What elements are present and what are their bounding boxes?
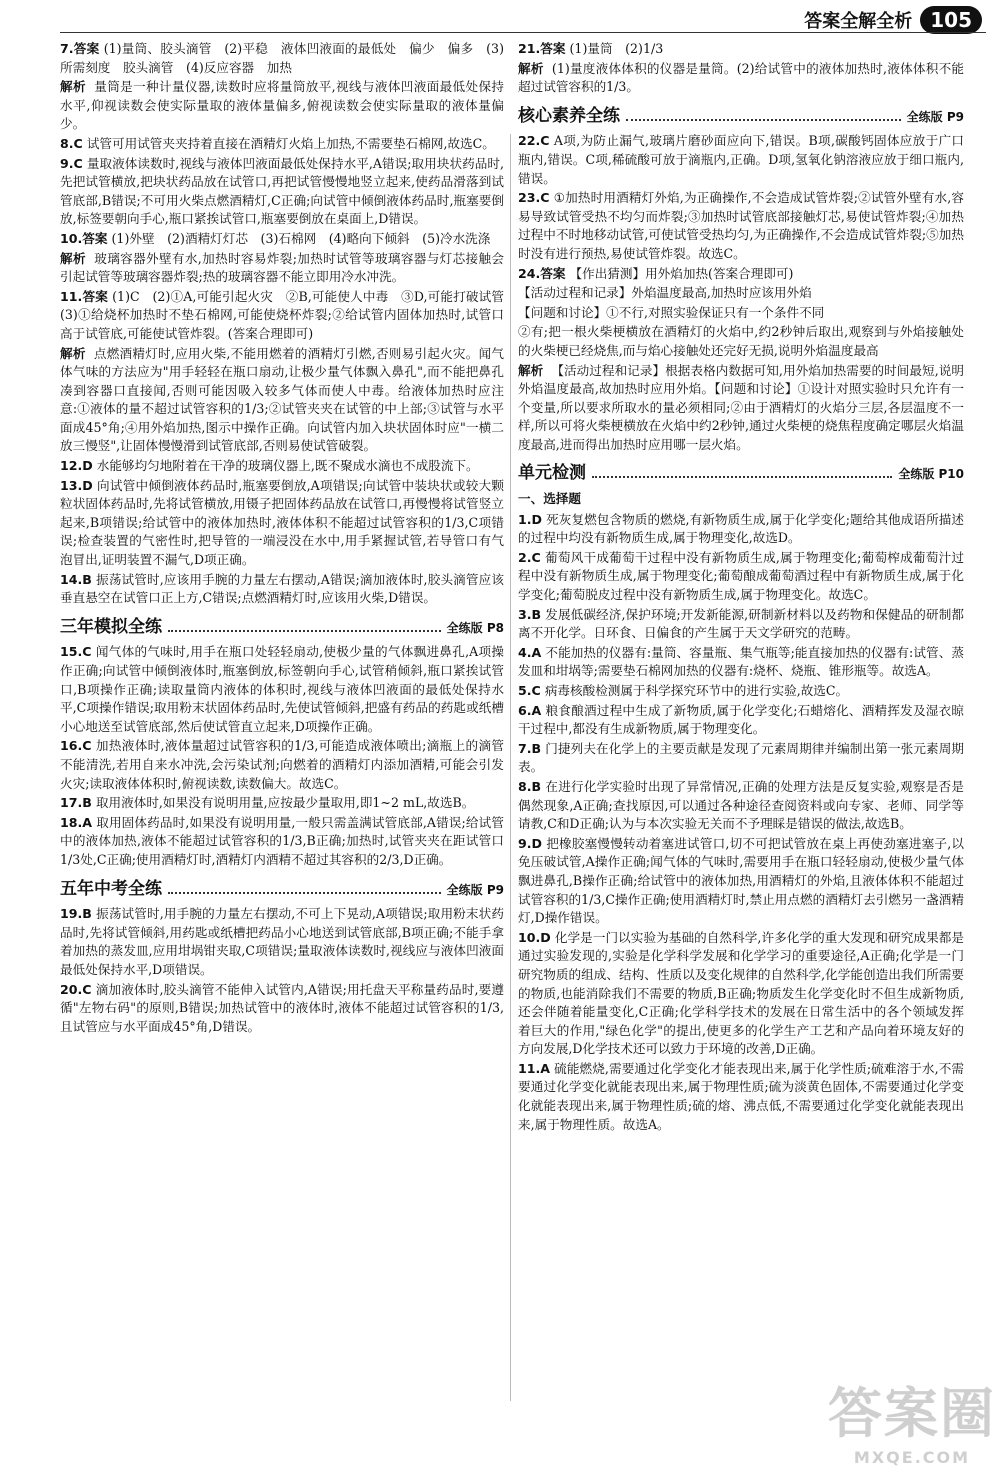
answer-text: 发展低碳经济,保护环境;开发新能源,研制新材料以及药物和保健品的研制都离不开化学。日环食、日偏食的产生属于天文学研究的范畴。 bbox=[518, 606, 964, 641]
answer-item bbox=[518, 778, 964, 834]
answer-text: 不能加热的仪器有:量筒、容量瓶、集气瓶等;能直接加热的仪器有:试管、蒸发皿和坩埚等;需要垫石棉网加热的仪器有:烧杯、烧瓶、锥形瓶等。故选A。 bbox=[518, 644, 964, 679]
answer-text: 病毒核酸检测属于科学探究环节中的进行实验,故选C。 bbox=[544, 683, 849, 698]
answer-item bbox=[518, 60, 964, 97]
answer-text: 水能够均匀地附着在干净的玻璃仪器上,既不聚成水滴也不成股流下。 bbox=[96, 458, 479, 474]
answer-text: (1)量筒 (2)1/3 bbox=[569, 41, 664, 56]
answer-text: 滴加液体时,胶头滴管不能伸入试管内,A错误;用托盘天平称量药品时,要遵循"左物右码"的原则,B错误;加热试管中的液体时,液体不能超过试管容积的1/3,且试管应与水平面成45°角,D错误。 bbox=[60, 981, 504, 1034]
left-items-b bbox=[60, 643, 504, 869]
section-dots bbox=[168, 882, 441, 894]
section-header-sannian bbox=[60, 618, 504, 638]
right-items-a bbox=[518, 40, 964, 97]
section-title: 核心素养全练 bbox=[518, 105, 620, 126]
answer-item bbox=[60, 78, 504, 134]
answer-24-line: 【活动过程和记录】外焰温度最高,加热时应该用外焰 bbox=[518, 285, 812, 301]
answer-24-line: 【作出猜测】用外焰加热(答案合理即可) bbox=[569, 265, 794, 281]
answer-item bbox=[518, 644, 964, 681]
answer-number: 20.C bbox=[60, 981, 92, 997]
answer-number: 解析 bbox=[60, 79, 86, 95]
answer-number: 解析 bbox=[60, 250, 86, 266]
section-dots bbox=[626, 109, 901, 121]
answer-item bbox=[60, 981, 504, 1037]
answer-number: 8.B bbox=[518, 778, 542, 794]
answer-text: (1)量度液体体积的仪器是量筒。(2)给试管中的液体加热时,液体体积不能超过试管容积的1/3。 bbox=[518, 60, 965, 95]
answer-number: 19.B bbox=[60, 906, 92, 922]
answer-item bbox=[60, 814, 504, 870]
page-header bbox=[804, 6, 982, 34]
answer-item bbox=[60, 794, 504, 813]
section-title: 单元检测 bbox=[518, 463, 586, 484]
answer-item bbox=[518, 511, 964, 548]
answer-text: 粮食酿酒过程中生成了新物质,属于化学变化;石蜡熔化、酒精挥发及湿衣晾干过程中,都没有生成新物质,属于物理变化。 bbox=[518, 702, 964, 737]
answer-text: 葡萄风干成葡萄干过程中没有新物质生成,属于物理变化;葡萄榨成葡萄汁过程中没有新物质生成,属于物理变化;葡萄酿成葡萄酒过程中有新物质生成,属于化学变化;葡萄脱皮过程中没有新物质生成,属于物理变化。故选C。 bbox=[518, 549, 964, 603]
watermark-url: MXQE.COM bbox=[853, 1448, 971, 1467]
answer-number: 11.答案 bbox=[60, 288, 108, 304]
answer-text: A项,为防止漏气,玻璃片磨砂面应向下,错误。B项,碳酸钙固体应放于广口瓶内,错误。C项,稀硫酸可放于滴瓶内,正确。D项,氢氧化钠溶液应放于细口瓶内,错误。 bbox=[518, 133, 964, 186]
page-number: 105 bbox=[920, 6, 982, 34]
answer-number: 16.C bbox=[60, 738, 92, 754]
answer-text: 把橡胶塞慢慢转动着塞进试管口,切不可把试管放在桌上再使劲塞进塞子,以免压破试管,A操作正确;闻气体的气味时,需要用手在瓶口轻轻扇动,使极少量气体飘进鼻孔,B操作正确;给试管中的液体加热,用酒精灯的外焰,且液体体积不能超过试管容积的1/3,C操作正确;使用酒精灯时,禁止用点燃的酒精灯去引燃另一盏酒精灯,D操作错误。 bbox=[518, 835, 964, 926]
answer-item bbox=[518, 40, 964, 59]
answer-text: (1)外壁 (2)酒精灯灯芯 (3)石棉网 (4)略向下倾斜 (5)冷水洗涤 bbox=[111, 230, 491, 246]
answer-number: 1.D bbox=[518, 511, 543, 527]
answer-24-line: ②有;把一根火柴梗横放在酒精灯的火焰中,约2秒钟后取出,观察到与外焰接触处的火柴梗已经烧焦,而与焰心接触处还完好无损,说明外焰温度最高 bbox=[518, 324, 964, 358]
answer-number: 23.C bbox=[518, 190, 550, 206]
answer-item bbox=[518, 606, 964, 643]
answer-item bbox=[518, 702, 964, 739]
answer-item bbox=[60, 345, 504, 457]
answer-item bbox=[60, 571, 504, 608]
answer-number: 14.B bbox=[60, 571, 92, 587]
answer-item bbox=[60, 250, 504, 287]
section-ref: 全练版 P9 bbox=[906, 109, 964, 124]
section-ref: 全练版 P10 bbox=[898, 467, 964, 482]
answer-text: 在进行化学实验时出现了异常情况,正确的处理方法是反复实验,观察是否是偶然现象,A正确;查找原因,可以通过各种途径查阅资料或向专家、老师、同学等请教,C和D正确;认为与本次实验无关而不予理睬是错误的做法,故选B。 bbox=[518, 778, 964, 832]
answer-item bbox=[518, 740, 964, 777]
section-header-wunian bbox=[60, 880, 504, 900]
answer-item bbox=[60, 155, 504, 229]
section-header-hexin bbox=[518, 107, 964, 127]
answer-text: (1)C (2)①A,可能引起火灾 ②B,可能使人中毒 ③D,可能打破试管 (3)①给烧杯加热时不垫石棉网,可能使烧杯炸裂;②给试管内固体加热时,试管口高于试管底,可能使试管炸裂。(答案合理即可) bbox=[60, 288, 517, 341]
section-header-danyuan bbox=[518, 464, 964, 484]
right-column bbox=[518, 40, 964, 1459]
answer-item bbox=[60, 230, 504, 249]
subsection-heading: 一、选择题 bbox=[518, 491, 581, 507]
answer-item bbox=[60, 135, 504, 154]
watermark bbox=[828, 1371, 996, 1467]
column-divider bbox=[510, 134, 511, 1401]
answer-item bbox=[60, 643, 504, 736]
analysis-label: 解析 bbox=[518, 362, 544, 378]
answer-text: 取用固体药品时,如果没有说明用量,一般只需盖满试管底部,A错误;给试管中的液体加热,液体不能超过试管容积的1/3,B正确;加热时,试管夹夹在距试管口1/3处,C正确;使用酒精灯时,酒精灯内酒精不超过其容积的2/3,D正确。 bbox=[60, 814, 504, 867]
answer-number: 17.B bbox=[60, 795, 92, 811]
answer-number: 7.答案 bbox=[60, 41, 100, 56]
answer-text: 门捷列夫在化学上的主要贡献是发现了元素周期律并编制出第一张元素周期表。 bbox=[518, 740, 964, 775]
answer-text: 向试管中倾倒液体药品时,瓶塞要倒放,A项错误;向试管中装块状或较大颗粒状固体药品时,先将试管横放,用镊子把固体药品放在试管口,再慢慢将试管竖立起来,B项错误;给试管中的液体加热时,液体体积不能超过试管容积的1/3,C项错误;检查装置的气密性时,把导管的一端浸没在水中,用手紧握试管,若导管口有气泡冒出,证明装置不漏气,D项正确。 bbox=[60, 477, 504, 568]
right-items-b bbox=[518, 132, 964, 263]
answer-number: 9.C bbox=[60, 155, 83, 171]
answer-number: 7.B bbox=[518, 740, 542, 756]
answer-text: 硫能燃烧,需要通过化学变化才能表现出来,属于化学性质;硫难溶于水,不需要通过化学变化就能表现出来,属于物理性质;硫为淡黄色固体,不需要通过化学变化就能表现出来,属于物理性质;硫的熔、沸点低,不需要通过化学变化就能表现出来,属于物理性质。故选A。 bbox=[518, 1060, 964, 1132]
answer-text: 振荡试管时,应该用手腕的力量左右摆动,A错误;滴加液体时,胶头滴管应该垂直悬空在试管口正上方,C错误;点燃酒精灯时,应该用火柴,D错误。 bbox=[60, 571, 504, 606]
answer-number: 11.A bbox=[518, 1060, 551, 1076]
section-dots bbox=[168, 620, 441, 632]
answer-24-line: 【问题和讨论】①不行,对照实验保证只有一个条件不同 bbox=[518, 304, 825, 320]
answer-number: 9.D bbox=[518, 835, 543, 851]
answer-item bbox=[60, 905, 504, 979]
answer-number: 2.C bbox=[518, 549, 541, 565]
answer-item bbox=[518, 132, 964, 188]
answer-text: ①加热时用酒精灯外焰,为正确操作,不会造成试管炸裂;②试管外壁有水,容易导致试管受热不均匀而炸裂;③加热时试管底部接触灯芯,易使试管炸裂;④加热过程中不时地移动试管,可使试管受热均匀,为正确操作,不会造成试管炸裂;⑤加热时没有进行预热,易使试管炸裂。故选C。 bbox=[518, 190, 964, 261]
section-title: 三年模拟全练 bbox=[60, 616, 162, 637]
answer-number: 解析 bbox=[60, 345, 86, 361]
watermark-logo: 答案圈 bbox=[828, 1382, 996, 1445]
answer-item bbox=[60, 288, 517, 344]
left-items-c bbox=[60, 905, 504, 1036]
answer-text: 振荡试管时,用手腕的力量左右摆动,不可上下晃动,A项错误;取用粉末状药品时,先将试管倾斜,用药匙或纸槽把药品小心地送到试管底部,B项正确;不能手拿着加热的蒸发皿,应用坩埚钳夹取,C项错误;量取液体读数时,视线应与液体凹液面最低处保持水平,D项错误。 bbox=[60, 906, 504, 977]
answer-number: 3.B bbox=[518, 606, 542, 622]
answer-item bbox=[518, 549, 964, 605]
answer-item bbox=[518, 682, 964, 701]
answer-number: 13.D bbox=[60, 477, 93, 493]
answer-item bbox=[518, 835, 964, 928]
answer-number: 6.A bbox=[518, 702, 542, 718]
answer-text: 死灰复燃包含物质的燃烧,有新物质生成,属于化学变化;题给其他成语所描述的过程中均没有新物质生成,属于物理变化,故选D。 bbox=[518, 511, 964, 546]
answer-number: 10.D bbox=[518, 929, 551, 945]
answer-number: 22.C bbox=[518, 133, 550, 149]
answer-text: 玻璃容器外壁有水,加热时容易炸裂;加热时试管等玻璃容器与灯芯接触会引起试管等玻璃容器炸裂;热的玻璃容器不能立即用冷水冲洗。 bbox=[60, 250, 505, 285]
answer-text: 化学是一门以实验为基础的自然科学,许多化学的重大发现和研究成果都是通过实验发现的,实验是化学科学发展和化学学习的重要途径,A正确;化学是一门研究物质的组成、结构、性质以及变化规律的自然科学,化学能创造出我们所需要的物质,也能消除我们不需要的物质,B正确;物质发生化学变化时不但生成新物质,还会伴随着能量变化,C正确;化学科学技术的发展在日常生活中的各个领域发挥着巨大的作用,"绿色化学"的提出,使更多的化学生产工艺和产品向着环境友好的方向发展,D化学技术还可以致力于环境的改善,D正确。 bbox=[518, 929, 964, 1057]
answer-item bbox=[60, 477, 504, 570]
answer-number: 4.A bbox=[518, 644, 542, 660]
answer-item bbox=[60, 737, 504, 793]
answer-text: 加热液体时,液体量超过试管容积的1/3,可能造成液体喷出;滴瓶上的滴管不能清洗,若用自来水冲洗,会污染试剂;向燃着的酒精灯内添加酒精,可能会引发火灾;读取液体体积时,俯视读数,读数偏大。故选C。 bbox=[60, 738, 504, 791]
answer-number: 12.D bbox=[60, 458, 93, 474]
answer-24-analysis bbox=[518, 362, 964, 455]
answer-text: 试管可用试管夹夹持着直接在酒精灯火焰上加热,不需要垫石棉网,故选C。 bbox=[86, 135, 495, 151]
section-ref: 全练版 P9 bbox=[446, 882, 504, 897]
right-items-c bbox=[518, 511, 964, 1135]
answer-text: 闻气体的气味时,用手在瓶口处轻轻扇动,使极少量的气体飘进鼻孔,A项操作正确;向试管中倾倒液体时,瓶塞倒放,标签朝向手心,试管稍倾斜,瓶口紧挨试管口,B项操作正确;读取量筒内液体的体积时,视线与液体凹液面的最低处保持水平,C项操作错误;取用粉末状固体药品时,先使试管倾斜,把盛有药品的药匙或纸槽小心地送至试管底部,然后使试管直立起来,D项操作正确。 bbox=[60, 644, 504, 734]
left-items-a bbox=[60, 40, 517, 608]
answer-number: 15.C bbox=[60, 644, 92, 660]
answer-item bbox=[518, 929, 964, 1059]
answer-item bbox=[60, 40, 504, 77]
section-dots bbox=[592, 466, 892, 478]
left-column bbox=[60, 40, 517, 1459]
answer-item bbox=[518, 189, 964, 263]
answer-text: (1)量筒、胶头滴管 (2)平稳 液体凹液面的最低处 偏少 偏多 (3)所需刻度 胶头滴管 (4)反应容器 加热 bbox=[60, 41, 504, 75]
header-label: 答案全解全析 bbox=[804, 11, 913, 32]
answer-number: 8.C bbox=[60, 135, 83, 151]
header-rule bbox=[60, 32, 986, 33]
answer-text: 取用液体时,如果没有说明用量,应按最少量取用,即1~2 mL,故选B。 bbox=[95, 795, 475, 811]
answer-number: 21.答案 bbox=[518, 41, 566, 56]
answer-text: 量取液体读数时,视线与液体凹液面最低处保持水平,A错误;取用块状药品时,先把试管横放,把块状药品放在试管口,再把试管慢慢地竖立起来,使药品滑落到试管底部,B错误;不可用火柴点燃酒精灯,C正确;向试管中倾倒液体药品时,瓶塞要倒放,标签要朝向手心,瓶口紧挨试管口,瓶塞要倒放在桌面上,D错误。 bbox=[60, 155, 504, 227]
section-title: 五年中考全练 bbox=[60, 878, 162, 899]
answer-text: 点燃酒精灯时,应用火柴,不能用燃着的酒精灯引燃,否则易引起火灾。闻气体气味的方法应为"用手轻轻在瓶口扇动,让极少量气体飘入鼻孔",而不能把鼻孔凑到容器口直接闻,否则可能因吸入较多气体而使人中毒。给液体加热时应注意:①液体的量不超过试管容积的1/3;②试管夹夹在试管的中上部;③试管与水平面成45°角;④用外焰加热,图示中操作正确。向试管内加入块状固体时应"一横二放三慢竖",让固体慢慢滑到试管底部,否则易使试管破裂。 bbox=[60, 345, 504, 454]
analysis-text: 【活动过程和记录】根据表格内数据可知,用外焰加热需要的时间最短,说明外焰温度最高,故加热时应用外焰。【问题和讨论】①设计对照实验时只允许有一个变量,所以要求所取水的量必须相同;②由于酒精灯的火焰分三层,各层温度不一样,所以可将火柴梗横放在火焰中约2秒钟,通过火柴梗的烧焦程度确定哪层火焰温度最高,进而得出加热时应用哪一层火焰。 bbox=[518, 362, 964, 452]
answer-24 bbox=[518, 265, 964, 284]
answer-item bbox=[60, 457, 504, 476]
answer-number: 10.答案 bbox=[60, 230, 108, 246]
answer-number: 解析 bbox=[518, 60, 544, 76]
answer-text: 量筒是一种计量仪器,读数时应将量筒放平,视线与液体凹液面最低处保持水平,仰视读数会使实际量取的液体量偏多,俯视读数会使实际量取的液体量偏少。 bbox=[60, 79, 504, 132]
answer-number: 18.A bbox=[60, 814, 93, 830]
answer-number: 24.答案 bbox=[518, 265, 566, 281]
answer-number: 5.C bbox=[518, 683, 541, 698]
answer-item bbox=[518, 1060, 964, 1134]
section-ref: 全练版 P8 bbox=[446, 620, 504, 635]
